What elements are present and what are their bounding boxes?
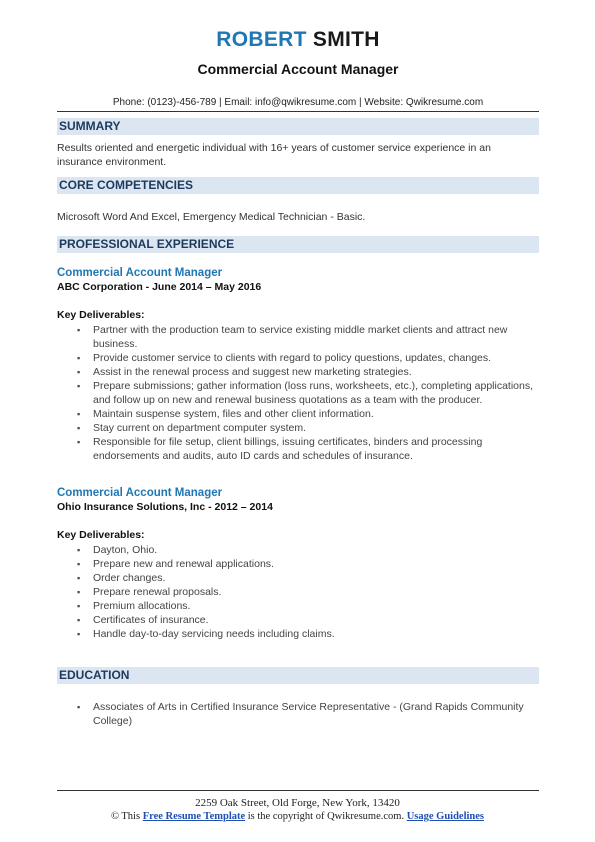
list-item: ▪ Maintain suspense system, files and other client information. <box>77 408 374 420</box>
footer-divider <box>57 790 539 791</box>
job-title: Commercial Account Manager <box>57 267 223 279</box>
bullet-icon: ▪ <box>77 559 81 569</box>
job-company: ABC Corporation - June 2014 – May 2016 <box>57 281 262 293</box>
last-name: SMITH <box>312 28 380 51</box>
bullet-icon: ▪ <box>77 381 81 391</box>
job-company: Ohio Insurance Solutions, Inc - 2012 – 2014 <box>57 501 273 513</box>
competencies-heading: CORE COMPETENCIES <box>57 177 539 194</box>
job-entry <box>57 487 539 641</box>
bullet-icon: ▪ <box>77 545 81 555</box>
bullet-icon: ▪ <box>77 437 81 447</box>
deliverables-list <box>57 543 539 641</box>
key-deliverables-label: Key Deliverables: <box>57 309 145 321</box>
bullet-icon: ▪ <box>77 367 81 377</box>
list-item: ▪ Prepare new and renewal applications. <box>77 558 274 570</box>
job-title: Commercial Account Manager <box>57 487 223 499</box>
resume-page <box>57 0 539 728</box>
free-resume-template-link[interactable]: Free Resume Template <box>142 811 246 822</box>
bullet-icon: ▪ <box>77 573 81 583</box>
bullet-icon: ▪ <box>77 423 81 433</box>
education-heading: EDUCATION <box>57 667 539 684</box>
list-item: ▪ Dayton, Ohio. <box>77 544 158 556</box>
footer-address: 2259 Oak Street, Old Forge, New York, 13420 <box>195 797 400 809</box>
bullet-icon: ▪ <box>77 629 81 639</box>
summary-text: Results oriented and energetic individual with 16+ years of customer service experience in an insurance environment. <box>57 142 491 168</box>
bullet-icon: ▪ <box>77 353 81 363</box>
bullet-icon: ▪ <box>77 587 81 597</box>
bullet-icon: ▪ <box>77 409 81 419</box>
education-list <box>57 700 539 728</box>
candidate-name <box>57 28 539 52</box>
job-entry <box>57 267 539 463</box>
list-item: ▪ Stay current on department computer system. <box>77 422 307 434</box>
competencies-text: Microsoft Word And Excel, Emergency Medical Technician - Basic. <box>57 211 366 223</box>
deliverables-list <box>57 323 539 463</box>
list-item: ▪ Responsible for file setup, client billings, issuing certificates, binders and processing endorsements and audits, auto ID cards and schedules of insurance. <box>77 436 483 462</box>
experience-heading: PROFESSIONAL EXPERIENCE <box>57 236 539 253</box>
copyright-text: is the copyright of Qwikresume.com. <box>247 811 405 822</box>
footer-copyright <box>0 811 595 822</box>
bullet-icon: ▪ <box>77 325 81 335</box>
list-item: ▪ Provide customer service to clients with regard to policy questions, updates, changes. <box>77 352 492 364</box>
usage-guidelines-link[interactable]: Usage Guidelines <box>406 811 485 822</box>
copyright-prefix: © This <box>110 811 141 822</box>
bullet-icon: ▪ <box>77 601 81 611</box>
list-item: ▪ Assist in the renewal process and suggest new marketing strategies. <box>77 366 412 378</box>
list-item: ▪ Prepare renewal proposals. <box>77 586 222 598</box>
bullet-icon: ▪ <box>77 702 81 712</box>
list-item: ▪ Handle day-to-day servicing needs including claims. <box>77 628 335 640</box>
contact-line: Phone: (0123)-456-789 | Email: info@qwikresume.com | Website: Qwikresume.com <box>57 97 539 112</box>
list-item: ▪ Order changes. <box>77 572 166 584</box>
bullet-icon: ▪ <box>77 615 81 625</box>
list-item: ▪ Prepare submissions; gather information (loss runs, worksheets, etc.), completing applications, and follow up on new and renewal business quotations as a team with the producer. <box>77 380 534 406</box>
list-item: ▪ Partner with the production team to service existing middle market clients and attract new business. <box>77 324 508 350</box>
summary-heading: SUMMARY <box>57 118 539 135</box>
key-deliverables-label: Key Deliverables: <box>57 529 145 541</box>
job-title-heading: Commercial Account Manager <box>197 61 399 77</box>
first-name: ROBERT <box>216 28 307 51</box>
list-item: ▪ Associates of Arts in Certified Insurance Service Representative - (Grand Rapids Community College) <box>77 701 524 727</box>
list-item: ▪ Premium allocations. <box>77 600 191 612</box>
list-item: ▪ Certificates of insurance. <box>77 614 209 626</box>
